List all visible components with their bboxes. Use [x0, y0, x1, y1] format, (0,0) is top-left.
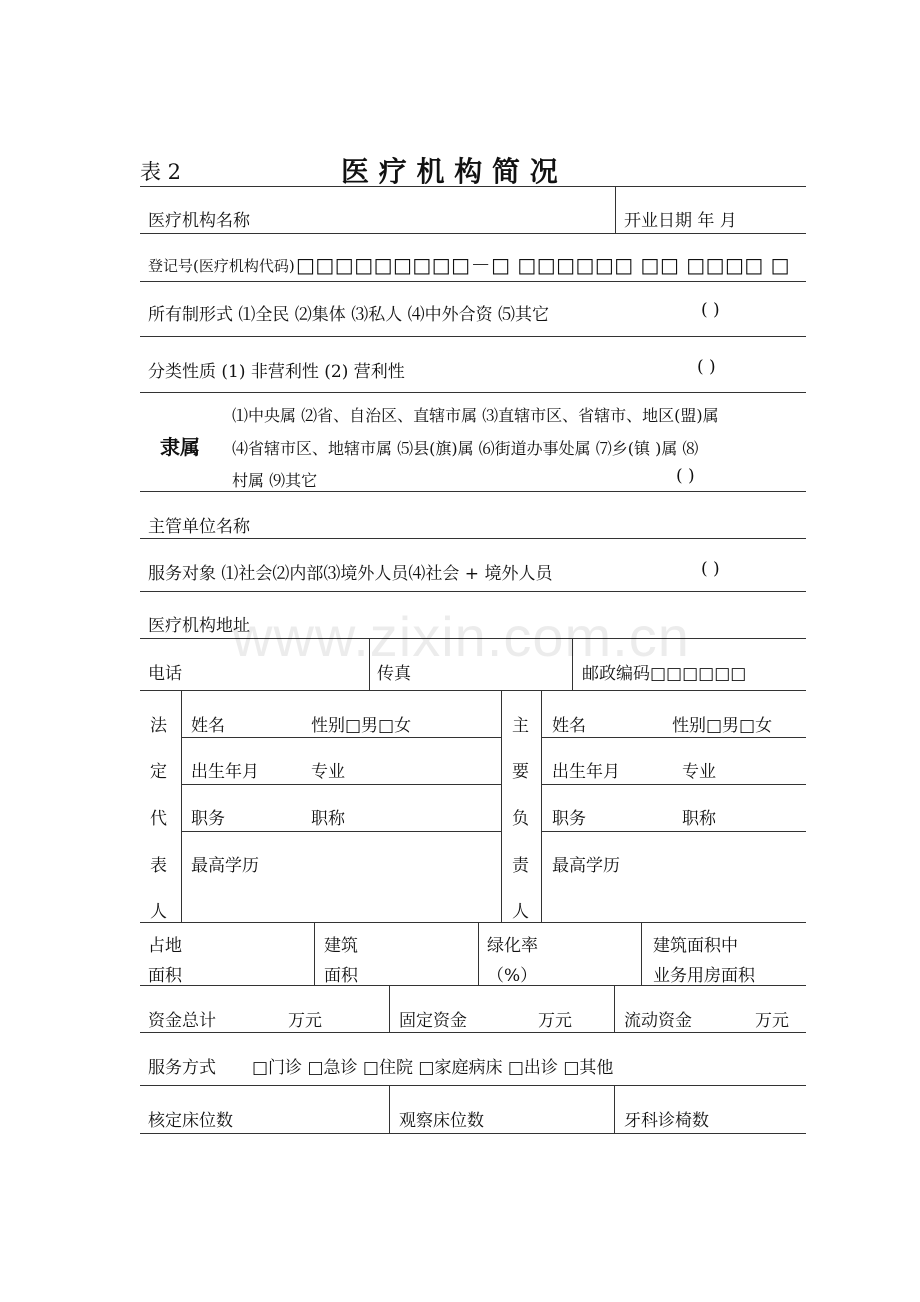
divider	[501, 690, 502, 922]
rule	[140, 281, 806, 282]
head-vlabel: 责	[512, 856, 529, 876]
legal-name-label: 姓名	[191, 716, 225, 736]
phone-label: 电话	[148, 664, 182, 684]
classification: 分类性质 (1) 非营利性 (2) 营利性	[148, 362, 405, 382]
classification-answer[interactable]: ( )	[697, 357, 716, 377]
rule	[541, 737, 806, 738]
building-area-label: 面积	[324, 966, 358, 986]
service-mode-options[interactable]: □门诊 □急诊 □住院 □家庭病床 □出诊 □其他	[252, 1058, 614, 1078]
dental-chairs-label: 牙科诊椅数	[624, 1111, 709, 1131]
business-area-label: 建筑面积中	[653, 936, 738, 956]
head-vlabel: 要	[512, 762, 529, 782]
affiliation-line: ⑴中央属 ⑵省、自治区、直辖市属 ⑶直辖市区、省辖市、地区(盟)属	[232, 406, 719, 425]
divider	[181, 690, 182, 922]
supervisor-label: 主管单位名称	[148, 517, 250, 537]
legal-gender-field[interactable]: 性别□男□女	[311, 716, 412, 736]
registration-label: 登记号(医疗机构代码)	[148, 257, 295, 275]
legal-title-label: 职称	[311, 809, 345, 829]
rule-top	[140, 186, 806, 187]
business-area-label: 业务用房面积	[653, 966, 755, 986]
rule	[140, 1032, 806, 1033]
total-funds-label: 资金总计	[148, 1011, 216, 1031]
legal-education-label: 最高学历	[191, 856, 259, 876]
affiliation-answer[interactable]: ( )	[676, 466, 695, 486]
ownership-form: 所有制形式 ⑴全民 ⑵集体 ⑶私人 ⑷中外合资 ⑸其它	[148, 305, 550, 325]
rule	[181, 831, 501, 832]
head-gender-field[interactable]: 性别□男□女	[672, 716, 773, 736]
head-duty-label: 职务	[552, 809, 586, 829]
service-target: 服务对象 ⑴社会⑵内部⑶境外人员⑷社会 + 境外人员	[148, 564, 553, 584]
divider	[641, 922, 642, 985]
rule	[140, 491, 806, 492]
observation-beds-label: 观察床位数	[399, 1111, 484, 1131]
rule-bottom	[140, 1133, 806, 1134]
service-mode-label: 服务方式	[148, 1058, 216, 1078]
total-funds-unit: 万元	[288, 1011, 322, 1031]
flow-funds-unit: 万元	[755, 1011, 789, 1031]
flow-funds-label: 流动资金	[624, 1011, 692, 1031]
rule	[181, 737, 501, 738]
head-vlabel: 主	[512, 716, 529, 736]
page-title: 医 疗 机 构 简 况	[341, 155, 558, 188]
legal-major-label: 专业	[311, 762, 345, 782]
legal-birth-label: 出生年月	[191, 762, 259, 782]
divider	[615, 186, 616, 233]
divider	[314, 922, 315, 985]
head-vlabel: 人	[512, 902, 529, 922]
rule	[140, 1085, 806, 1086]
affiliation-line: 村属 ⑼其它	[232, 471, 318, 490]
open-date-label: 开业日期 年 月	[624, 211, 737, 231]
fax-label: 传真	[377, 664, 411, 684]
rule	[140, 690, 806, 691]
rule	[541, 831, 806, 832]
rule	[140, 336, 806, 337]
divider	[614, 1085, 615, 1133]
divider	[614, 985, 615, 1032]
fixed-funds-label: 固定资金	[399, 1011, 467, 1031]
building-area-label: 建筑	[324, 936, 358, 956]
fixed-funds-unit: 万元	[538, 1011, 572, 1031]
rule	[140, 538, 806, 539]
divider	[478, 922, 479, 985]
rule	[541, 784, 806, 785]
postcode-label: 邮政编码□□□□□□	[582, 664, 747, 684]
registration-code-boxes[interactable]: □□□□□□□□□－□ □□□□□□ □□ □□□□ □	[296, 253, 791, 277]
head-title-label: 职称	[682, 809, 716, 829]
legal-rep-vlabel: 法	[150, 716, 167, 736]
approved-beds-label: 核定床位数	[148, 1111, 233, 1131]
rule	[181, 784, 501, 785]
table-number: 表 2	[140, 160, 182, 184]
legal-duty-label: 职务	[191, 809, 225, 829]
service-target-answer[interactable]: ( )	[701, 559, 720, 579]
divider	[389, 1085, 390, 1133]
rule	[140, 392, 806, 393]
head-name-label: 姓名	[552, 716, 586, 736]
green-rate-label: 绿化率	[487, 936, 538, 956]
head-major-label: 专业	[682, 762, 716, 782]
land-area-label: 面积	[148, 966, 182, 986]
rule	[140, 233, 806, 234]
land-area-label: 占地	[148, 936, 182, 956]
legal-rep-vlabel: 表	[150, 856, 167, 876]
head-education-label: 最高学历	[552, 856, 620, 876]
divider	[541, 690, 542, 922]
rule	[140, 591, 806, 592]
legal-rep-vlabel: 定	[150, 762, 167, 782]
green-rate-unit: （%）	[487, 966, 538, 986]
watermark: www.zixin.com.cn	[232, 605, 690, 668]
affiliation-label: 隶属	[160, 435, 200, 459]
institution-name-label: 医疗机构名称	[148, 211, 250, 231]
address-label: 医疗机构地址	[148, 616, 250, 636]
legal-rep-vlabel: 代	[150, 809, 167, 829]
divider	[389, 985, 390, 1032]
head-birth-label: 出生年月	[552, 762, 620, 782]
head-vlabel: 负	[512, 809, 529, 829]
legal-rep-vlabel: 人	[150, 902, 167, 922]
affiliation-line: ⑷省辖市区、地辖市属 ⑸县(旗)属 ⑹街道办事处属 ⑺乡(镇 )属 ⑻	[232, 439, 699, 458]
ownership-answer[interactable]: ( )	[701, 300, 720, 320]
rule	[140, 922, 806, 923]
